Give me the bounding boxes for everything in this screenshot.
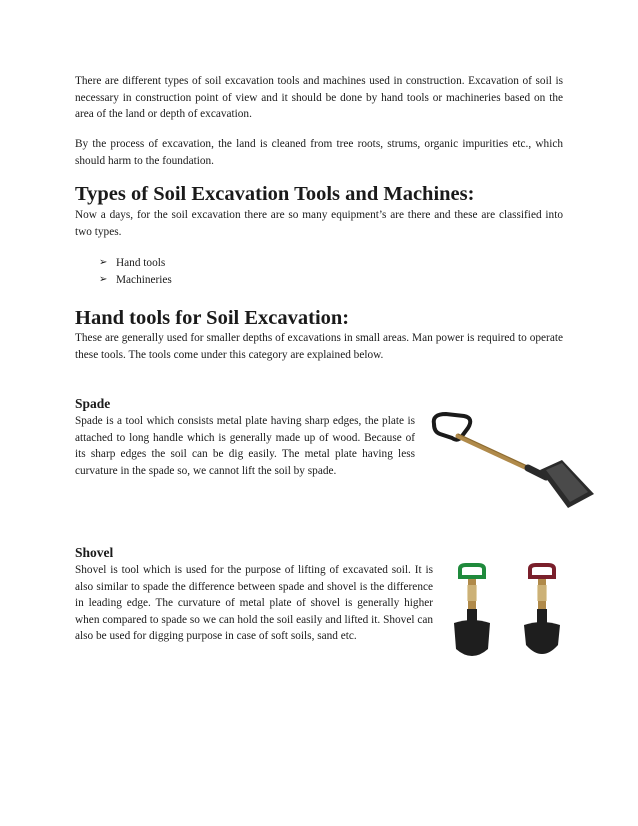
list-item-label: Machineries [116,273,172,286]
spade-paragraph: Spade is a tool which consists metal plate having sharp edges, the plate is attached to long handle which is generally made up of wood. Because of its sharp edges the soil can be dig easily. The metal plate having less curvature in the spade so, we cannot lift the soil by spade. [75,415,415,477]
intro-paragraph-2: By the process of excavation, the land is cleaned from tree roots, strums, organic impurities etc., which should harm to the foundation. [75,138,563,167]
shovel-paragraph: Shovel is tool which is used for the purpose of lifting of excavated soil. It is also similar to spade the difference between spade and shovel is the difference in leading edge. The curvature of metal plate of shovel is generally higher when compared to spade so we can hold the soil easily and lifted it. Shovel can also be used for digging purpose in case of soft soils, sand etc. [75,564,433,642]
arrowhead-bullet-icon: ➢ [99,273,108,285]
list-item-label: Hand tools [116,257,166,269]
hand-tools-paragraph: These are generally used for smaller depths of excavations in small areas. Man power is required to operate these tools. The tools come under this category are explained below. [75,332,563,361]
intro-paragraph-1: There are different types of soil excavation tools and machines used in construction. Excavation of soil is necessary in construction point of view and it should be done by hand tools or machineries based on the area of the land or depth of excavation. [75,75,563,120]
list-item [99,272,587,289]
arrowhead-bullet-icon: ➢ [99,257,108,268]
types-paragraph: Now a days, for the soil excavation there are so many equipment’s are there and these are classified into two types. [75,209,563,238]
spade-icon [428,412,598,512]
types-heading: Types of Soil Excavation Tools and Machines: [75,183,475,205]
list-item [99,255,587,272]
hand-tools-heading: Hand tools for Soil Excavation: [75,307,350,329]
shovel-heading: Shovel [75,545,114,560]
types-list [75,255,587,288]
spade-heading: Spade [75,396,111,411]
shovel-icon [448,563,578,663]
